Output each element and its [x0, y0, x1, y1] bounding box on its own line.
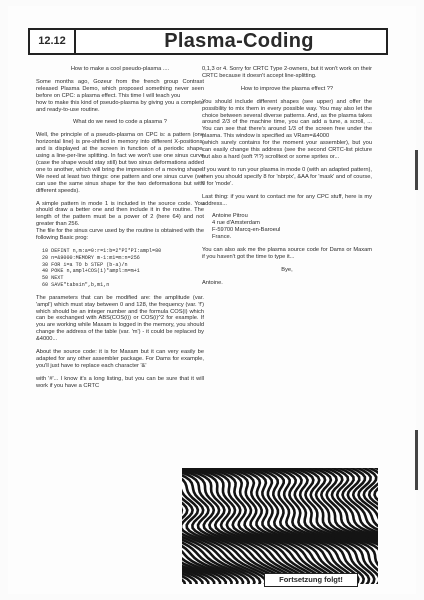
postal-address: [212, 213, 372, 241]
issue-number: 12.12: [30, 30, 76, 53]
paragraph: Some months ago, Gozeur from the french group Contrast released Plasma Demo, which proposed something never seen before on CPC: a plasma effect. This time I will teach you how to make this kind of pseudo-plasma by giving you a complete and ready-to-use routine.: [36, 78, 204, 113]
paragraph: You should include different shapes (see upper) and offer the possibility to mix them in every possible way. You may also let the choice between several diverse patterns. And, as the plasma takes around 2/3 of the machine time, you can add a tune, a scroll, ... You can see that there's around 1/3 of the screen free under the plasma. This window is specified as VRam=&4000 (which surely contains for the moment your assembler), but you can easily change this address (see the second CRTC-list picture but also a hard (soft ?!?) scrolltext or some sprites or...: [202, 98, 372, 160]
paragraph: About the source code: it is for Maxam but it can very easily be adapted for any other assembler package. For Dams for example, you'll just have to replace each character '&': [36, 349, 204, 369]
plasma-pattern-illustration: [182, 468, 378, 584]
paragraph: You can also ask me the plasma source code for Dams or Maxam if you haven't got the time to type it...: [202, 247, 372, 260]
signature: Antoine.: [202, 279, 223, 286]
paragraph: with '#'... I know it's a long listing, but you can be sure that it will work if you have a CRTC: [36, 375, 204, 389]
address-line: Antoine Pitrou: [212, 213, 248, 220]
code-line: 50 NEXT: [42, 275, 64, 282]
left-column: [36, 66, 204, 396]
continued-badge: Fortsetzung folgt!: [264, 573, 358, 587]
scan-edge-mark: [415, 430, 418, 490]
section-heading: What do we need to code a plasma ?: [73, 119, 167, 126]
plasma-pattern-graphic: [182, 468, 378, 584]
address-line: 4 rue d'Amsterdam: [212, 220, 260, 227]
address-line: France.: [212, 234, 232, 241]
address-line: F-59700 Marcq-en-Baroeul: [212, 227, 281, 234]
article-title: Plasma-Coding: [164, 30, 314, 52]
code-line: 10 DEFINT n,m:a=0:r=1:b=2*PI*PI:ampl=80: [42, 247, 162, 254]
closing: Bye,: [281, 266, 293, 273]
paragraph: 0,1,3 or 4. Sorry for CRTC Type 2-owners, but it won't work on their CRTC because it doesn't accept line-splitting.: [202, 66, 372, 79]
article-header: [28, 28, 388, 55]
paragraph: Well, the principle of a pseudo-plasma on CPC is: a pattern (one horizontal line) is pre-shifted in memory into different X-positions, and is displayed at the screen in function of a periodic shape, using a line-per-line splitting. In fact we won't use one sinus curve (case the shape would stay still) but two sinus deformations added one to another, which will bring the impression of a moving shape. We need at least two things: one pattern and one sinus curve (we can use the same sinus shape for the two deformations but with different speeds).: [36, 132, 204, 194]
code-line: 30 FOR i=a TO b STEP (b-a)/n: [42, 261, 128, 268]
paragraph: Last thing: if you want to contact me for any CPC stuff, here is my address...: [202, 193, 372, 207]
scan-edge-mark: [415, 150, 418, 190]
basic-code-listing: [42, 248, 204, 289]
paragraph: If you want to run your plasma in mode 0 (with an adapted pattern), then you should specify 8 for 'nbrpix', &AA for 'mask' and of course, 0 for 'mode'.: [202, 166, 372, 187]
paragraph: The parameters that can be modified are: the amplitude (var. 'ampl') which must stay between 0 and 128, the frequency (var. 'f') which should be an integer number and the formula COS(i) which can be exchanged with ABS(COS(i)) or COS(i)^2 for example. If you are working while Maxam is logged in the memory, you should change the address of the table (var. 'm') - it could be replaced by &4000...: [36, 294, 204, 343]
right-column: [202, 66, 372, 293]
paragraph: A simple pattern in mode 1 is included in the source code. You should draw a better one and then include it in the routine. The length of the pattern must be a power of 2 (here 64) and not greater than 256. The file for the sinus curve used by the routine is obtained with the following Basic prog:: [36, 200, 204, 242]
section-heading: How to improve the plasma effect ??: [240, 85, 334, 92]
code-line: 20 n=&9000:MEMORY m-1:m1=m:n=256: [42, 254, 140, 261]
code-line: 40 POKE n,ampl+COS(i)*ampl:m=m+1: [42, 268, 140, 275]
code-line: 60 SAVE"tabsin",b,m1,n: [42, 281, 110, 288]
section-heading: How to make a cool pseudo-plasma ....: [70, 66, 170, 72]
